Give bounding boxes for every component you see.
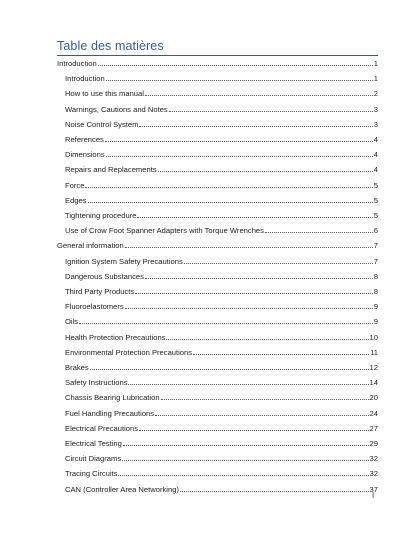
toc-entry-title: Health Protection Precautions — [65, 332, 166, 342]
toc-entry-title: Introduction — [65, 74, 105, 84]
toc-dot-leader — [137, 216, 372, 218]
toc-entry-page: 27 — [369, 423, 378, 433]
toc-dot-leader — [98, 64, 373, 66]
toc-dot-leader — [105, 140, 373, 142]
toc-entry-title: CAN (Controller Area Networking) — [65, 484, 179, 494]
toc-entry-title: Dimensions — [65, 150, 105, 160]
toc-entry-title: Ignition System Safety Precautions — [65, 256, 183, 266]
toc-dot-leader — [135, 292, 373, 294]
toc-dot-leader — [106, 79, 373, 81]
toc-dot-leader — [125, 246, 373, 248]
toc-dot-leader — [88, 201, 373, 203]
toc-entry[interactable] — [65, 117, 378, 129]
toc-entry[interactable] — [65, 375, 378, 387]
toc-entry-title: Dangerous Substances — [65, 271, 144, 281]
toc-entry[interactable] — [65, 451, 378, 463]
toc-entry-title: Repairs and Replacements — [65, 165, 157, 175]
toc-entry[interactable] — [65, 436, 378, 448]
toc-entry[interactable] — [65, 360, 378, 372]
toc-entry-page: 9 — [373, 317, 378, 327]
toc-dot-leader — [106, 155, 373, 157]
toc-entry[interactable] — [65, 390, 378, 402]
toc-entry-title: Electrical Precautions — [65, 423, 139, 433]
toc-entry-title: Environmental Protection Precautions — [65, 347, 193, 357]
toc-entry-title: Fuel Handling Precautions — [65, 408, 155, 418]
toc-entry-title: Tightening procedure — [65, 211, 137, 220]
toc-entry-page: 5 — [373, 180, 378, 190]
toc-entry[interactable] — [65, 147, 378, 159]
toc-entry-title: Introduction — [57, 59, 97, 68]
toc-entry-page: 1 — [373, 74, 378, 84]
toc-entry[interactable] — [65, 254, 378, 266]
toc-entry-title: Safety Instructions — [65, 378, 128, 388]
toc-entry-title: Warnings, Cautions and Notes — [65, 104, 168, 114]
toc-entry[interactable] — [65, 421, 378, 433]
toc-dot-leader — [180, 490, 369, 492]
toc-dot-leader — [128, 383, 368, 385]
toc-entry-page: 9 — [373, 302, 378, 312]
toc-dot-leader — [85, 186, 372, 188]
toc-entry-title: References — [65, 135, 104, 144]
toc-entry-title: Fluoroelastomers — [65, 302, 124, 312]
toc-entry-page: 4 — [373, 165, 378, 175]
toc-dot-leader — [166, 338, 368, 340]
toc-entry[interactable] — [65, 299, 378, 311]
toc-dot-leader — [145, 94, 373, 96]
toc-entry-page: 4 — [373, 135, 378, 144]
toc-entry[interactable] — [65, 86, 378, 98]
toc-entry-title: Edges — [65, 195, 87, 205]
toc-entry-page: 10 — [369, 332, 378, 342]
toc-dot-leader — [155, 414, 368, 416]
toc-entry-page: 12 — [369, 363, 378, 372]
toc-entry-title: Oils — [65, 317, 79, 327]
toc-entry-page: 5 — [373, 195, 378, 205]
toc-entry-page: 8 — [373, 287, 378, 296]
toc-dot-leader — [139, 429, 369, 431]
toc-entry-page: 7 — [373, 241, 378, 251]
toc-entry[interactable] — [65, 482, 378, 494]
toc-dot-leader — [123, 444, 369, 446]
toc-entry-page: 20 — [369, 393, 378, 403]
toc-entry-page: 4 — [373, 150, 378, 160]
toc-entry[interactable] — [65, 71, 378, 83]
toc-entry[interactable] — [65, 208, 378, 220]
toc-entry[interactable] — [65, 284, 378, 296]
toc-entry[interactable] — [65, 466, 378, 478]
toc-dot-leader — [265, 231, 373, 233]
toc-entry-title: Noise Control System — [65, 119, 139, 129]
toc-entry[interactable] — [65, 269, 378, 281]
toc-entry[interactable] — [65, 223, 378, 235]
toc-entry[interactable] — [65, 330, 378, 342]
toc-dot-leader — [79, 322, 373, 324]
toc-dot-leader — [184, 262, 373, 264]
toc-entry-title: Chassis Bearing Lubrication — [65, 393, 160, 403]
footer-page-number: I — [372, 491, 375, 500]
toc-entry-title: Third Party Products — [65, 287, 135, 296]
toc-section-entry[interactable] — [57, 238, 378, 250]
toc-entry-page: 3 — [373, 119, 378, 129]
toc-entry-page: 2 — [373, 89, 378, 99]
toc-entry-title: Electrical Testing — [65, 439, 122, 448]
toc-dot-leader — [193, 353, 369, 355]
toc-entry[interactable] — [65, 345, 378, 357]
toc-entry[interactable] — [65, 102, 378, 114]
toc-dot-leader — [118, 474, 368, 476]
toc-entry-page: 1 — [373, 59, 378, 68]
toc-dot-leader — [169, 110, 373, 112]
toc-dot-leader — [158, 170, 373, 172]
toc-dot-leader — [122, 459, 368, 461]
toc-dot-leader — [90, 368, 369, 370]
toc-entry-page: 32 — [369, 469, 378, 479]
toc-entry-title: How to use this manual — [65, 89, 144, 99]
toc-entry-title: Brakes — [65, 363, 89, 372]
toc-entry[interactable] — [65, 314, 378, 326]
toc-entry[interactable] — [65, 406, 378, 418]
toc-entry-page: 32 — [369, 454, 378, 464]
toc-entry-title: Circuit Diagrams — [65, 454, 122, 464]
toc-entry[interactable] — [65, 132, 378, 144]
toc-entry[interactable] — [65, 193, 378, 205]
toc-section-entry[interactable] — [57, 56, 378, 68]
toc-dot-leader — [139, 125, 372, 127]
toc-entry-page: 6 — [373, 226, 378, 236]
toc-entry-page: 5 — [373, 211, 378, 220]
toc-entry-page: 7 — [373, 256, 378, 266]
toc-dot-leader — [125, 307, 373, 309]
toc-entry-page: 24 — [369, 408, 378, 418]
toc-entry[interactable] — [65, 178, 378, 190]
toc-entry-title: Force — [65, 180, 85, 190]
toc-entry-page: 3 — [373, 104, 378, 114]
toc-entry-title: Use of Crow Foot Spanner Adapters with Torque Wrenches — [65, 226, 264, 236]
toc-entry-page: 37 — [369, 484, 378, 494]
toc-entry-page: 29 — [369, 439, 378, 448]
toc-entry[interactable] — [65, 162, 378, 174]
toc-dot-leader — [145, 277, 373, 279]
toc-entry-title: Tracing Circuits — [65, 469, 118, 479]
toc-entry-title: General information — [57, 241, 124, 251]
toc-entry-page: 8 — [373, 271, 378, 281]
toc-entry-page: 14 — [369, 378, 378, 388]
toc-title: Table des matières — [57, 39, 164, 53]
toc-dot-leader — [161, 398, 369, 400]
toc-entry-page: 11 — [370, 347, 378, 357]
